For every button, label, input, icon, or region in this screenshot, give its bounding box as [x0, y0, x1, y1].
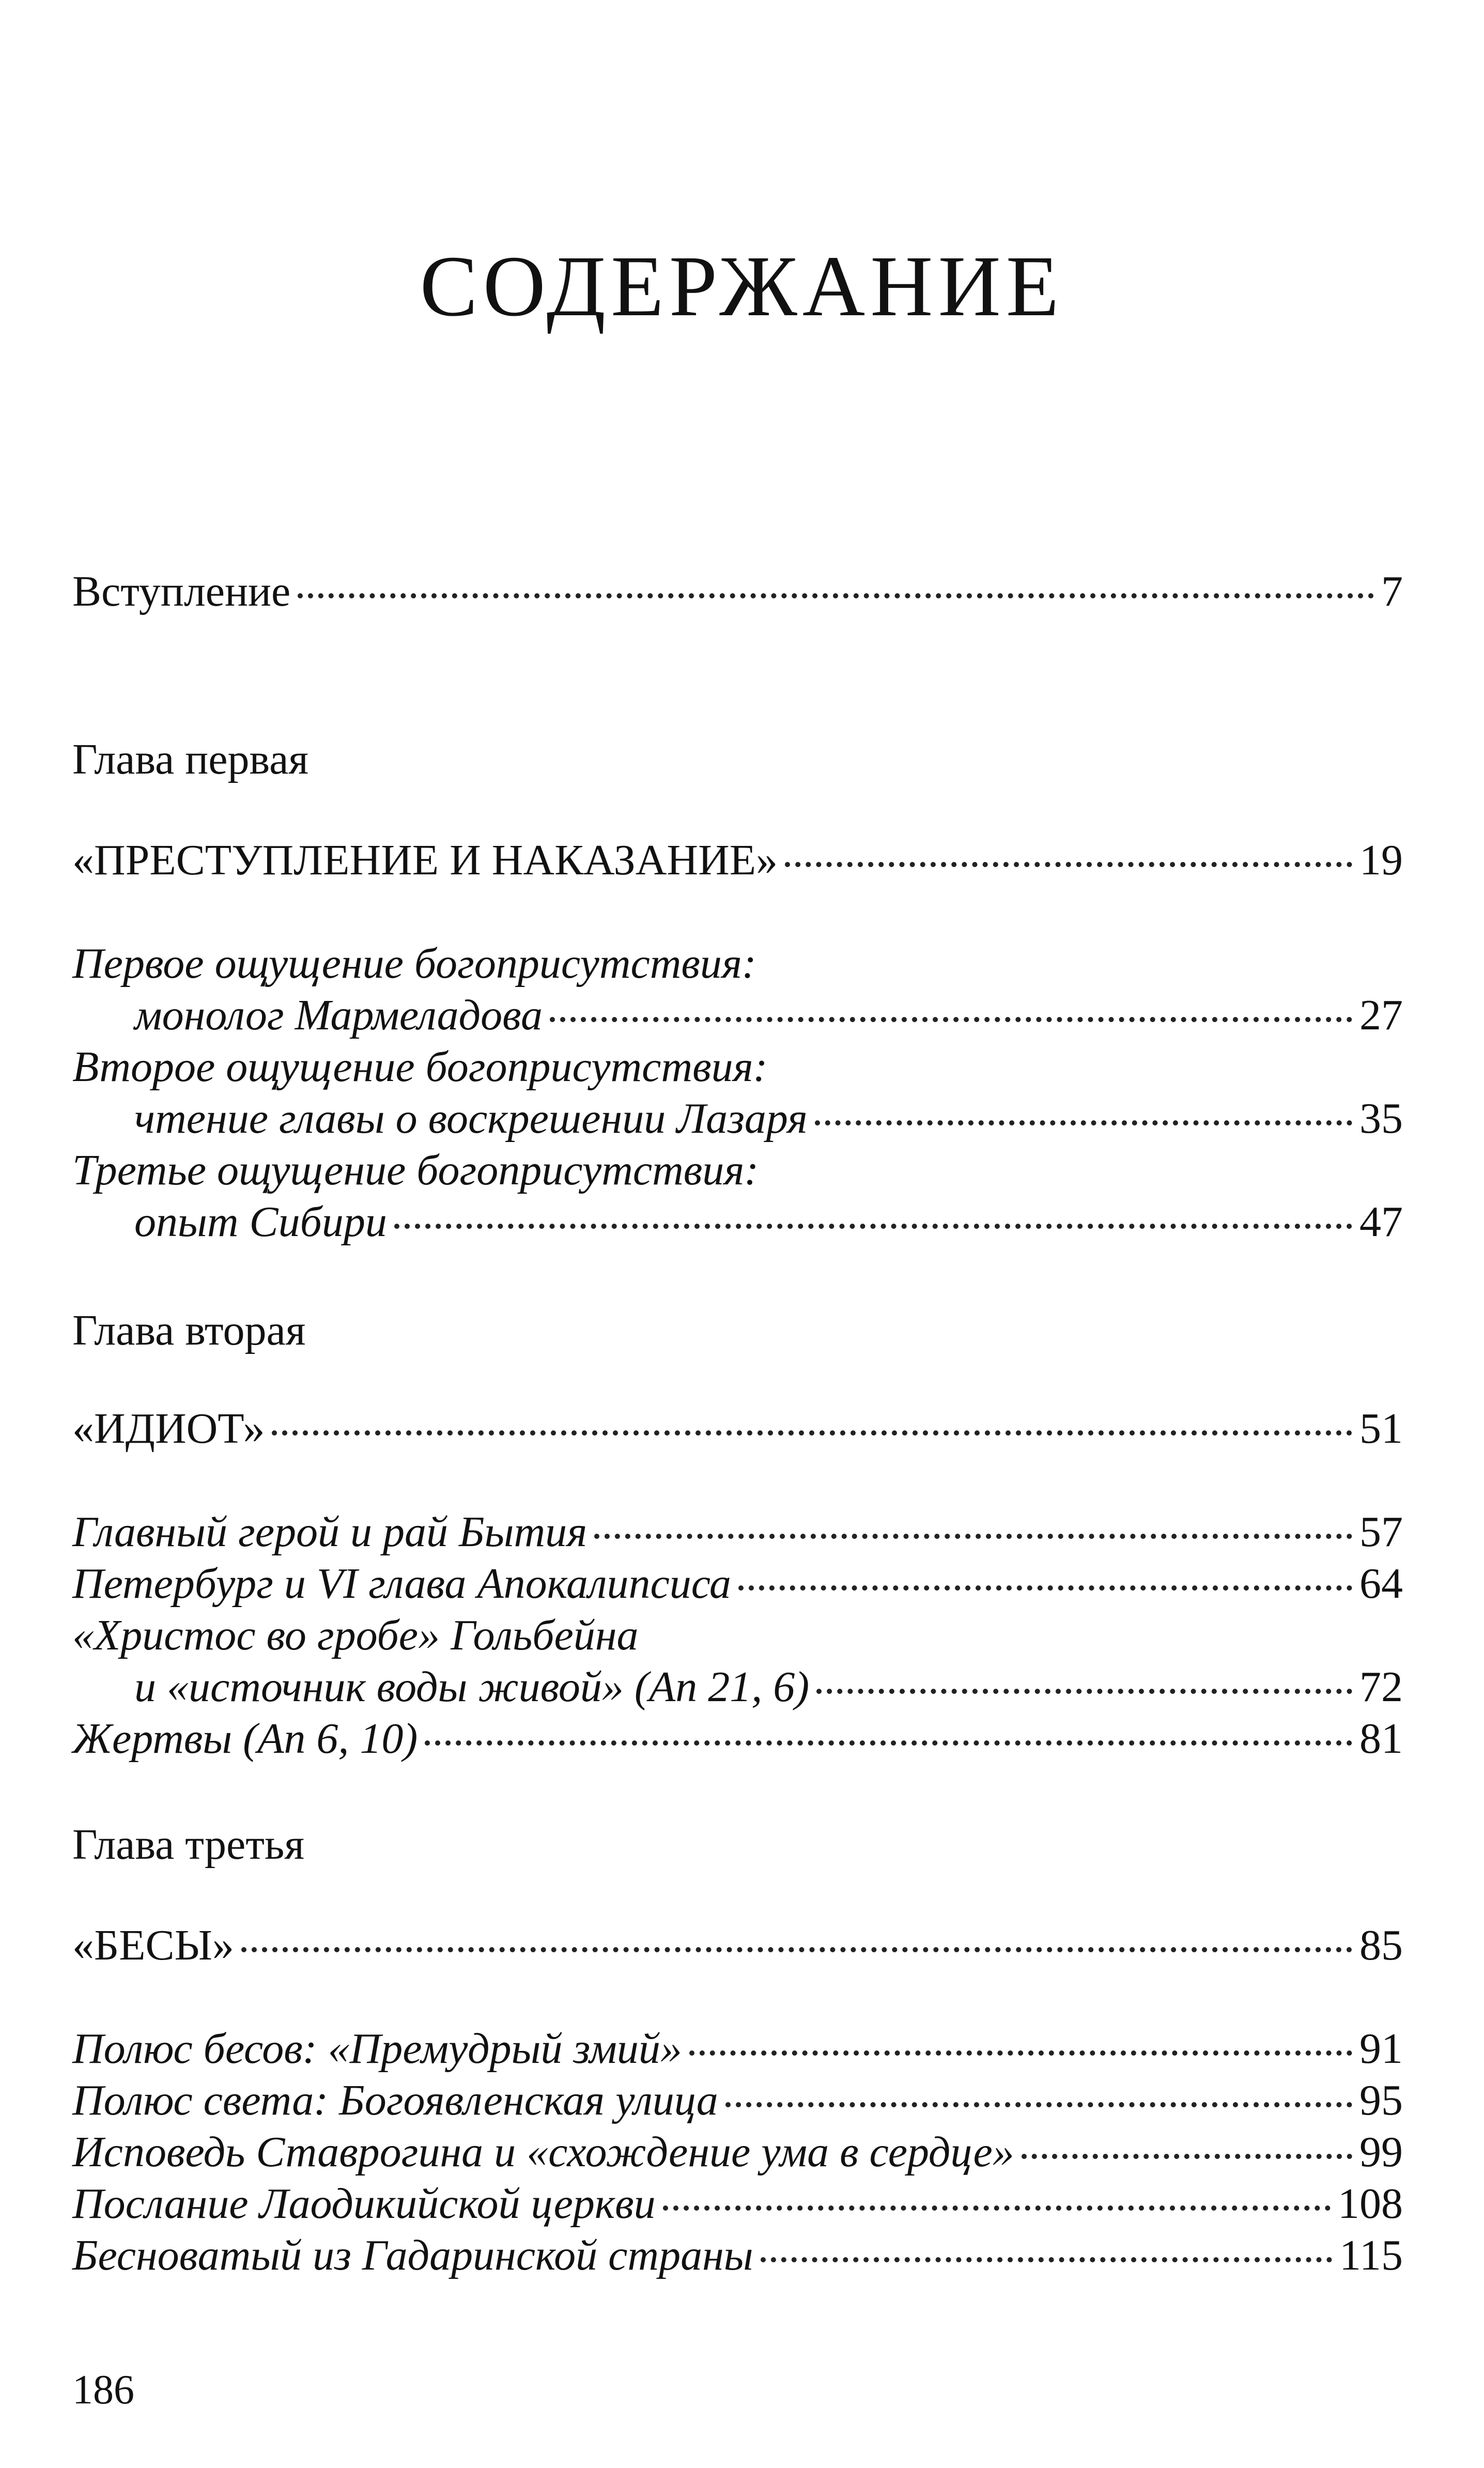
toc-page-number: 91 [1359, 2025, 1403, 2073]
toc-entry-title: Главный герой и рай Бытия [72, 1508, 588, 1556]
toc-entry-section[interactable] [72, 1506, 1403, 1558]
dot-leader [815, 1120, 1352, 1125]
toc-entry-title: «БЕСЫ» [72, 1921, 234, 1969]
dot-leader [550, 1017, 1352, 1022]
toc-entry-chapter-2[interactable] [72, 1403, 1403, 1455]
toc-page-number: 57 [1359, 1508, 1403, 1556]
dot-leader [594, 1534, 1352, 1539]
toc-entry-chapter-3[interactable] [72, 1920, 1403, 1971]
toc-entry-title: опыт Сибири [134, 1198, 387, 1246]
toc-page-number: 27 [1359, 991, 1403, 1039]
toc-entry-title: и «источник воды живой» (Ап 21, 6) [134, 1663, 810, 1711]
dot-leader [272, 1430, 1352, 1436]
dot-leader [761, 2257, 1332, 2262]
toc-entry-chapter-1[interactable] [72, 835, 1403, 886]
dot-leader [725, 2102, 1352, 2107]
toc-entry-title: Бесноватый из Гадаринской страны [72, 2231, 753, 2279]
toc-entry-section[interactable] [72, 2126, 1403, 2178]
toc-page-number: 7 [1381, 567, 1403, 615]
page-title: СОДЕРЖАНИЕ [420, 238, 1064, 334]
toc-page-number: 19 [1359, 836, 1403, 884]
chapter-label-2: Глава вторая [72, 1306, 306, 1354]
page-number-footer: 186 [72, 2367, 134, 2413]
toc-entry-title: «ИДИОТ» [72, 1405, 265, 1453]
toc-entry-title: Послание Лаодикийской церкви [72, 2180, 656, 2228]
dot-leader [241, 1947, 1352, 1952]
dot-leader [1022, 2154, 1352, 2159]
toc-page-number: 108 [1338, 2180, 1403, 2228]
toc-page-number: 51 [1359, 1405, 1403, 1453]
toc-page-number: 85 [1359, 1921, 1403, 1969]
toc-entry-section[interactable] [72, 2023, 1403, 2075]
toc-entry-section[interactable] [134, 990, 1403, 1041]
toc-entry-title: Исповедь Ставрогина и «схождение ума в сердце» [72, 2128, 1014, 2176]
toc-entry-section[interactable] [72, 1558, 1403, 1610]
dot-leader [785, 862, 1352, 867]
toc-entry-section[interactable] [72, 2178, 1403, 2230]
toc-page-number: 81 [1359, 1715, 1403, 1763]
dot-leader [689, 2050, 1352, 2056]
toc-entry-line: «Христос во гробе» Гольбейна [72, 1611, 639, 1659]
toc-entry-section[interactable] [134, 1093, 1403, 1145]
toc-entry-title: Вступление [72, 567, 291, 615]
toc-entry-title: Полюс света: Богоявленская улица [72, 2076, 718, 2124]
dot-leader [738, 1585, 1352, 1591]
toc-entry-section[interactable] [72, 2075, 1403, 2126]
dot-leader [663, 2205, 1331, 2211]
toc-page-number: 95 [1359, 2076, 1403, 2124]
toc-page-number: 72 [1359, 1663, 1403, 1711]
toc-page-number: 115 [1339, 2231, 1403, 2279]
dot-leader [425, 1740, 1352, 1746]
toc-entry-title: Петербург и VI глава Апокалипсиса [72, 1560, 731, 1608]
toc-entry-line: Третье ощущение богоприсутствия: [72, 1146, 759, 1194]
toc-entry-section[interactable] [134, 1661, 1403, 1713]
toc-entry-line: Первое ощущение богоприсутствия: [72, 939, 756, 988]
toc-entry-section[interactable] [72, 1713, 1403, 1765]
toc-page-number: 47 [1359, 1198, 1403, 1246]
toc-entry-section[interactable] [134, 1196, 1403, 1248]
dot-leader [298, 593, 1374, 598]
toc-entry-intro[interactable] [72, 566, 1403, 618]
dot-leader [816, 1689, 1352, 1694]
toc-entry-title: Полюс бесов: «Премудрый змий» [72, 2025, 682, 2073]
toc-page-number: 35 [1359, 1094, 1403, 1143]
toc-entry-title: Жертвы (Ап 6, 10) [72, 1715, 418, 1763]
chapter-label-3: Глава третья [72, 1821, 304, 1869]
toc-entry-title: «ПРЕСТУПЛЕНИЕ И НАКАЗАНИЕ» [72, 836, 778, 884]
toc-page-number: 64 [1359, 1560, 1403, 1608]
toc-entry-title: монолог Мармеладова [134, 991, 543, 1039]
toc-entry-title: чтение главы о воскрешении Лазаря [134, 1094, 808, 1143]
toc-entry-section[interactable] [72, 2230, 1403, 2281]
toc-page-number: 99 [1359, 2128, 1403, 2176]
toc-entry-line: Второе ощущение богоприсутствия: [72, 1043, 768, 1091]
dot-leader [394, 1224, 1352, 1229]
chapter-label-1: Глава первая [72, 735, 308, 783]
